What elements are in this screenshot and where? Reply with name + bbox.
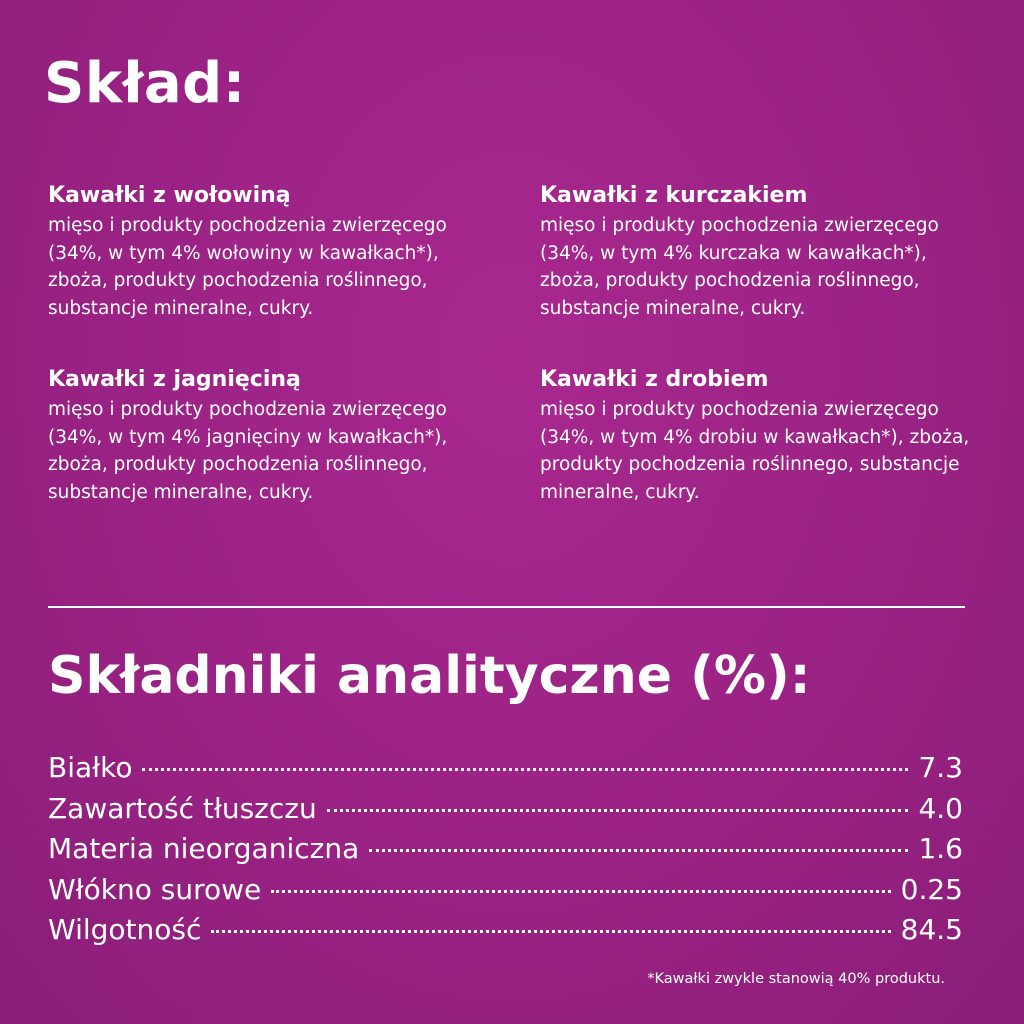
analytic-row xyxy=(48,748,963,789)
analytic-list xyxy=(48,748,963,951)
analytic-value: 7.3 xyxy=(918,751,963,784)
analytic-row xyxy=(48,870,963,911)
dot-leader xyxy=(327,809,909,812)
analytic-name: Wilgotność xyxy=(48,913,202,946)
footnote: *Kawałki zwykle stanowią 40% produktu. xyxy=(647,971,945,987)
product-name: Kawałki z drobiem xyxy=(540,367,769,392)
product-name: Kawałki z wołowiną xyxy=(48,183,291,208)
analytic-value: 84.5 xyxy=(900,913,963,946)
product-composition: mięso i produkty pochodzenia zwierzęcego (34%, w tym 4% wołowiny w kawałkach*), zboża, produkty pochodzenia roślinnego, substancje mineralne, cukry. xyxy=(48,215,447,319)
analytic-name: Materia nieorganiczna xyxy=(48,832,360,865)
product-composition: mięso i produkty pochodzenia zwierzęcego (34%, w tym 4% jagnięciny w kawałkach*), zboża, produkty pochodzenia roślinnego, substancje mineralne, cukry. xyxy=(48,399,448,503)
analytic-name: Włókno surowe xyxy=(48,872,262,906)
section-divider xyxy=(48,606,965,608)
product-poultry xyxy=(540,366,970,506)
product-chicken xyxy=(540,182,970,322)
dot-leader xyxy=(211,930,890,933)
product-lamb xyxy=(48,366,540,506)
composition-grid xyxy=(48,182,978,506)
product-name: Kawałki z kurczakiem xyxy=(540,183,808,208)
composition-title: Skład: xyxy=(44,51,246,116)
analytic-name: Białko xyxy=(48,751,133,784)
dot-leader xyxy=(271,890,890,893)
analytic-value: 1.6 xyxy=(918,832,963,865)
dot-leader xyxy=(369,849,908,852)
analytic-title: Składniki analityczne (%): xyxy=(48,646,811,706)
analytic-row xyxy=(48,789,963,830)
product-composition: mięso i produkty pochodzenia zwierzęcego (34%, w tym 4% drobiu w kawałkach*), zboża, produkty pochodzenia roślinnego, substancje mineralne, cukry. xyxy=(540,399,970,503)
analytic-value: 4.0 xyxy=(918,791,963,825)
analytic-row xyxy=(48,829,963,870)
analytic-row xyxy=(48,910,963,951)
analytic-value: 0.25 xyxy=(900,872,963,906)
product-beef xyxy=(48,182,540,322)
analytic-name: Zawartość tłuszczu xyxy=(48,791,317,825)
product-composition: mięso i produkty pochodzenia zwierzęcego (34%, w tym 4% kurczaka w kawałkach*), zboża, produkty pochodzenia roślinnego, substancje mineralne, cukry. xyxy=(540,215,939,319)
dot-leader xyxy=(142,768,908,771)
product-name: Kawałki z jagnięciną xyxy=(48,367,301,392)
